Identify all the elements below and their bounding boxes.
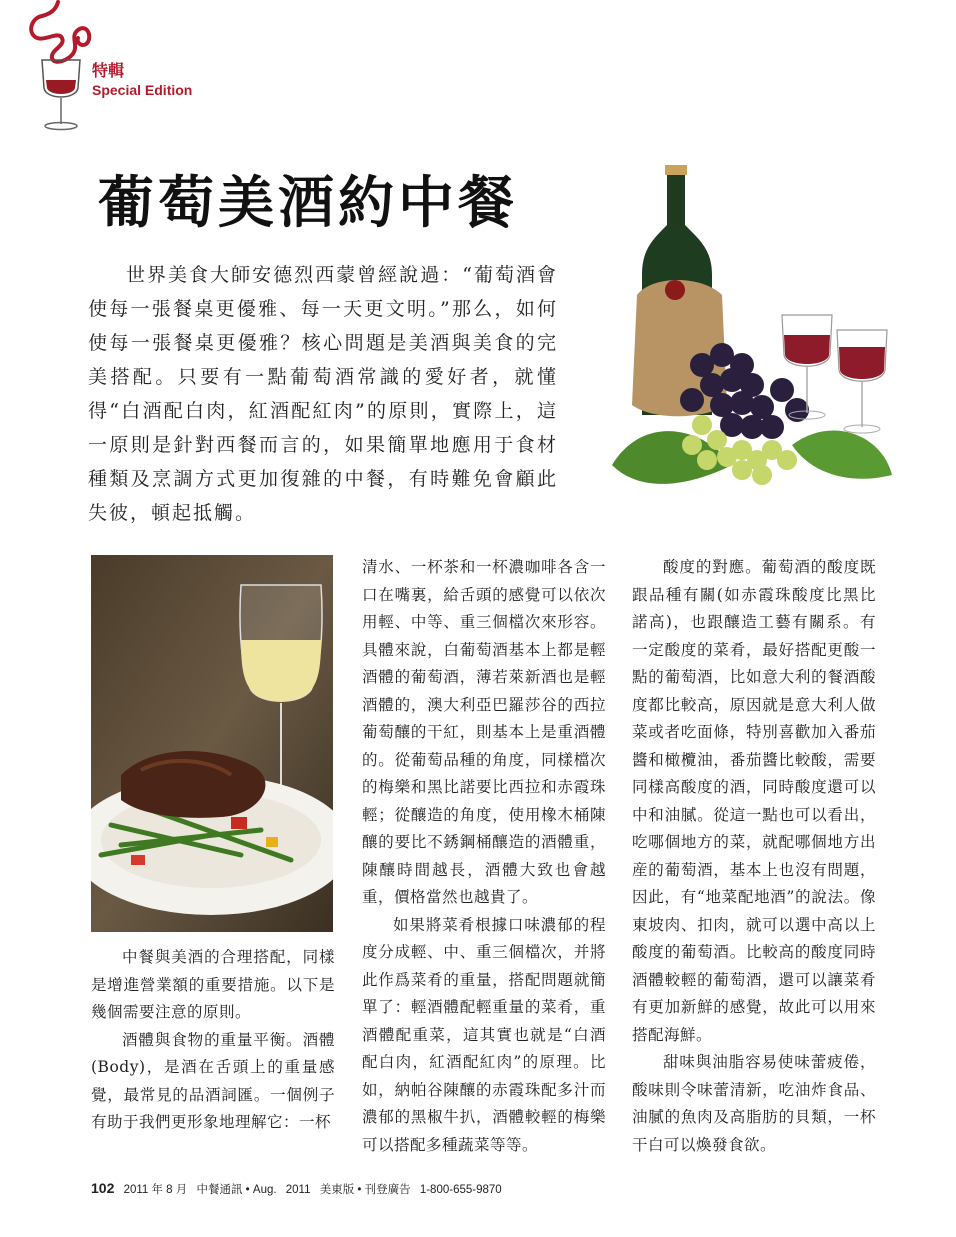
col2-continuation: 清水、一杯茶和一杯濃咖啡各含一口在嘴裏，給舌頭的感覺可以依次用輕、中等、重三個檔次來形容。具體來說，白葡萄酒基本上都是輕酒體的葡萄酒，薄若萊新酒也是輕酒體的，澳大利亞巴羅莎谷的西拉葡萄釀的干紅，則基本上是重酒體的。從葡萄品種的角度，同樣檔次的梅樂和黑比諾要比西拉和赤霞珠輕；從釀造的角度，使用橡木桶陳釀的要比不銹鋼桶釀造的酒體重，陳釀時間越長，酒體大致也會越重，價格當然也越貴了。 [362, 558, 606, 906]
col1-paragraph-1: 中餐與美酒的合理搭配，同樣是增進營業額的重要措施。以下是幾個需要注意的原則。 [91, 948, 335, 1021]
col3-paragraph-2: 甜味與油脂容易使味蕾疲倦，酸味則令味蕾清新，吃油炸食品、油膩的魚肉及高脂肪的貝類，一杯干白可以煥發食欲。 [632, 1053, 876, 1154]
footer-publication: 中餐通訊 • Aug. [196, 1184, 277, 1196]
col1-paragraph-2: 酒體與食物的重量平衡。酒體(Body)，是酒在舌頭上的重量感覺，最常見的品酒詞匯。一個例子有助于我們更形象地理解它：一杯 [91, 1030, 335, 1131]
food-wine-photo [91, 555, 333, 932]
article-title: 葡萄美酒約中餐 [98, 170, 518, 236]
section-label-en: Special Edition [92, 82, 193, 98]
section-label: 特輯 [92, 61, 125, 80]
col3-paragraph-1: 酸度的對應。葡萄酒的酸度既跟品種有關(如赤霞珠酸度比黑比諾高)，也跟釀造工藝有關系。有一定酸度的菜肴，最好搭配更酸一點的葡萄酒，比如意大利的餐酒酸度都比較高，原因就是意大利人做菜或者吃面條，特別喜歡加入番茄醬和橄欖油，番茄醬比較酸，需要同樣高酸度的酒，同時酸度還可以中和油膩。從這一點也可以看出，吃哪個地方的菜，就配哪個地方出産的葡萄酒，基本上也沒有問題，因此，有“地菜配地酒”的說法。像東坡肉、扣肉，就可以選中高以上酸度的葡萄酒。比較高的酸度同時酒體較輕的葡萄酒，還可以讓菜肴有更加新鮮的感覺，故此可以用來搭配海鮮。 [632, 558, 876, 1044]
wine-grapes-illustration [582, 165, 902, 505]
column-2 [362, 554, 606, 1159]
column-3 [632, 554, 876, 1159]
col2-paragraph-2: 如果將菜肴根據口味濃郁的程度分成輕、中、重三個檔次，并將此作爲菜肴的重量，搭配問題就簡單了：輕酒體配輕重量的菜肴，重酒體配重菜，這其實也就是“白酒配白肉，紅酒配紅肉”的原理。比如，納帕谷陳釀的赤霞珠配多汁而濃郁的黑椒牛扒，酒體較輕的梅樂可以搭配多種蔬菜等等。 [362, 915, 606, 1154]
footer-date: 2011 年 8 月 [123, 1184, 188, 1196]
footer-year: 2011 [285, 1184, 311, 1196]
footer-phone: 1-800-655-9870 [419, 1184, 502, 1196]
page-footer [91, 1180, 508, 1197]
footer-edition: 美東版 • 刊登廣告 [319, 1184, 411, 1196]
wine-glass-emblem-icon [22, 0, 102, 135]
intro-paragraph: 世界美食大師安德烈西蒙曾經說過：“葡萄酒會使每一張餐桌更優雅、每一天更文明。”那么，如何使每一張餐桌更優雅？核心問題是美酒與美食的完美搭配。只要有一點葡萄酒常識的愛好者，就懂得“白酒配白肉，紅酒配紅肉”的原則，實際上，這一原則是針對西餐而言的，如果簡單地應用于食材種類及烹調方式更加復雜的中餐，有時難免會顧此失彼，頓起抵觸。 [88, 264, 558, 524]
column-1 [91, 944, 335, 1137]
page-number: 102 [91, 1180, 115, 1196]
